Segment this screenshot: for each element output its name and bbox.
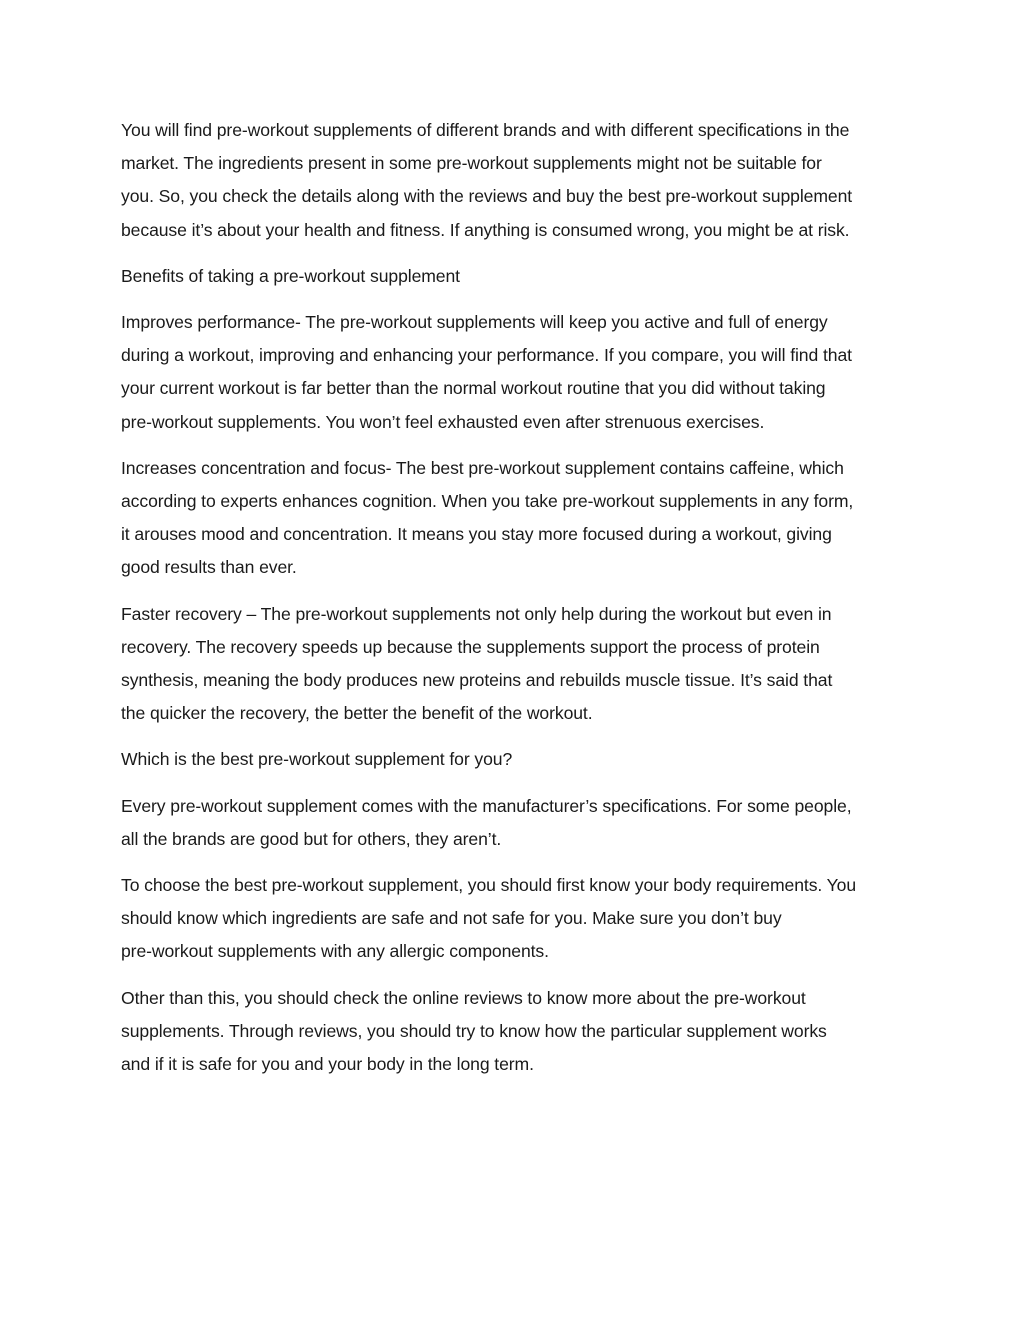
text-line: your current workout is far better than the normal workout routine that you did without taking [121, 378, 826, 399]
text-line: during a workout, improving and enhancing your performance. If you compare, you will find that [121, 345, 852, 366]
text-line: the quicker the recovery, the better the benefit of the workout. [121, 703, 593, 724]
reviews-paragraph [121, 982, 911, 1082]
text-line: all the brands are good but for others, they aren’t. [121, 828, 502, 849]
performance-paragraph [121, 306, 911, 439]
text-line: You will find pre-workout supplements of different brands and with different specifications in the [121, 120, 850, 140]
text-line: Faster recovery – The pre-workout supplements not only help during the workout but even in [121, 603, 832, 624]
text-line: pre-workout supplements with any allergic components. [121, 941, 549, 962]
text-line: Which is the best pre-workout supplement for you? [121, 749, 513, 770]
concentration-paragraph [121, 452, 911, 585]
text-line: recovery. The recovery speeds up because the supplements support the process of protein [121, 636, 820, 657]
text-line: Benefits of taking a pre-workout supplement [121, 265, 460, 286]
text-line: synthesis, meaning the body produces new proteins and rebuilds muscle tissue. It’s said that [121, 670, 833, 691]
text-line: supplements. Through reviews, you should try to know how the particular supplement works [121, 1020, 827, 1041]
text-line: Every pre-workout supplement comes with the manufacturer’s specifications. For some people, [121, 795, 852, 816]
benefits-heading [121, 260, 911, 293]
intro-paragraph [121, 114, 911, 247]
text-line: pre-workout supplements. You won’t feel exhausted even after strenuous exercises. [121, 411, 765, 432]
text-line: Increases concentration and focus- The best pre-workout supplement contains caffeine, which [121, 457, 844, 478]
text-line: according to experts enhances cognition. When you take pre-workout supplements in any form, [121, 491, 854, 512]
text-line: Other than this, you should check the online reviews to know more about the pre-workout [121, 987, 806, 1008]
text-line: because it’s about your health and fitness. If anything is consumed wrong, you might be at risk. [121, 219, 850, 240]
choose-paragraph [121, 869, 911, 969]
text-line: it arouses mood and concentration. It means you stay more focused during a workout, giving [121, 524, 832, 545]
text-line: Improves performance- The pre-workout supplements will keep you active and full of energy [121, 312, 828, 333]
recovery-paragraph [121, 598, 911, 731]
text-line: To choose the best pre-workout supplement, you should first know your body requirements. You [121, 875, 857, 896]
text-line: market. The ingredients present in some pre-workout supplements might not be suitable for [121, 153, 822, 174]
which-best-heading [121, 743, 911, 776]
document-page [121, 114, 911, 1094]
text-line: good results than ever. [121, 557, 297, 578]
text-line: you. So, you check the details along with the reviews and buy the best pre-workout supplement [121, 186, 853, 207]
specifications-paragraph [121, 790, 911, 856]
text-line: and if it is safe for you and your body in the long term. [121, 1054, 534, 1075]
text-line: should know which ingredients are safe and not safe for you. Make sure you don’t buy [121, 908, 782, 929]
